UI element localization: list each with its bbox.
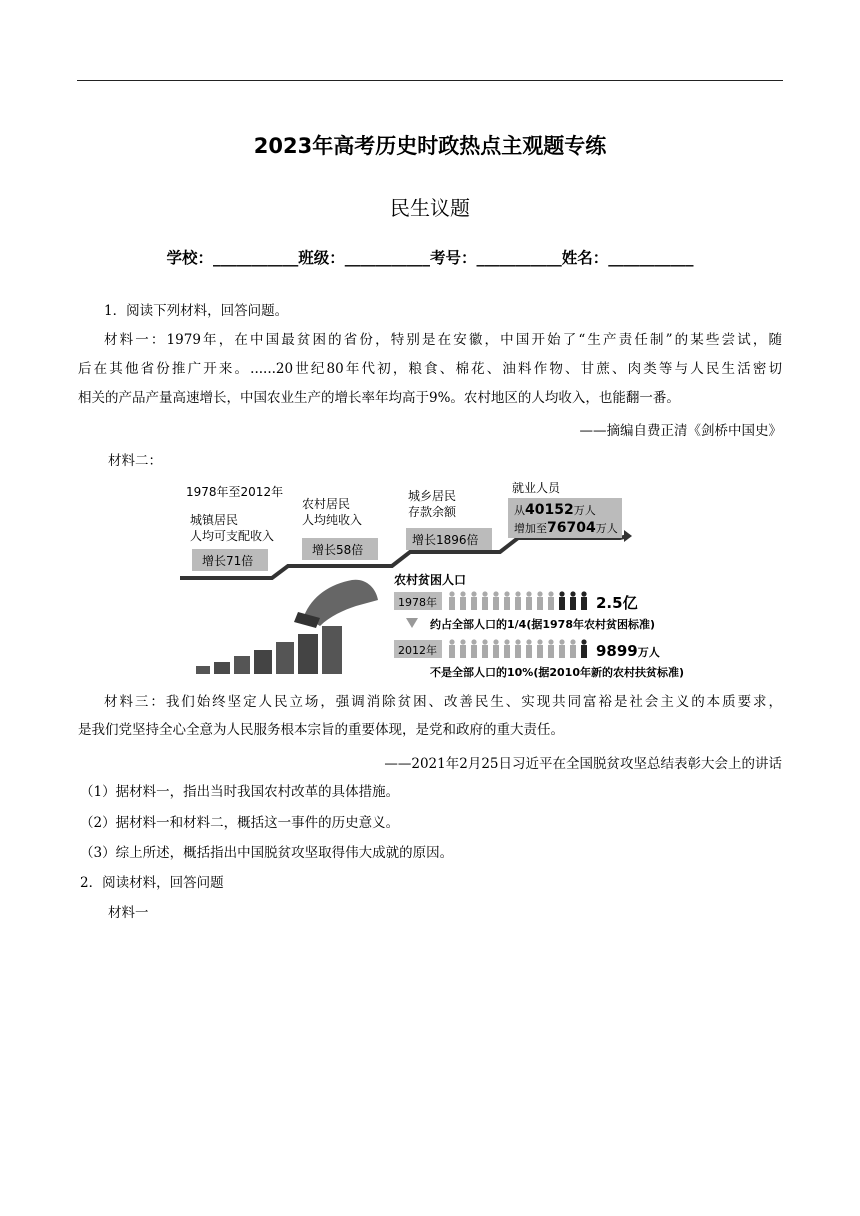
header-rule: [77, 80, 783, 81]
q1-material1-line2: 后在其他省份推广开来。......20世纪80年代初，粮食、棉花、油料作物、甘蔗、肉类等与人民生活密切: [78, 361, 782, 377]
q1-sub-question-2: （2）据材料一和材料二，概括这一事件的历史意义。: [80, 815, 400, 831]
q2-stem: 2．阅读材料，回答问题: [80, 875, 224, 891]
person-icon: [482, 639, 488, 658]
q1-stem: 1．阅读下列材料，回答问题。: [104, 303, 289, 319]
person-icon: [515, 639, 521, 658]
person-icon: [526, 639, 532, 658]
period-label: 1978年至2012年: [186, 485, 284, 499]
material2-infographic: [180, 476, 700, 686]
person-icon: [449, 591, 455, 610]
person-icon: [559, 639, 565, 658]
people-icons-1978: [449, 591, 587, 610]
employment-to: 增加至76704万人: [514, 520, 618, 536]
q1-material2-label: 材料二：: [108, 453, 162, 469]
person-icon: [548, 591, 554, 610]
poverty-1978-note: 约占全部人口的1/4(据1978年农村贫困标准): [430, 618, 655, 631]
person-icon: [581, 591, 587, 610]
person-icon: [471, 591, 477, 610]
person-icon: [504, 639, 510, 658]
savings-value: 增长1896倍: [412, 533, 479, 547]
year-1978: 1978年: [398, 596, 437, 609]
employment-title: 就业人员: [512, 481, 561, 495]
rural-value: 增长58倍: [312, 543, 364, 557]
q1-material1-line1: 材料一：1979年，在中国最贫困的省份，特别是在安徽，中国开始了“生产责任制”的某些尝试，随: [104, 332, 782, 348]
person-icon: [460, 639, 466, 658]
person-icon: [570, 591, 576, 610]
person-icon: [493, 639, 499, 658]
growth-arrow-head: [624, 530, 632, 542]
poverty-1978-value: 2.5亿: [596, 594, 638, 612]
page-title: 2023年高考历史时政热点主观题专练: [253, 134, 607, 158]
people-icons-2012: [449, 639, 587, 658]
poverty-2012-note: 不是全部人口的10%(据2010年新的农村扶贫标准): [430, 666, 684, 679]
q1-sub-question-1: （1）据材料一，指出当时我国农村改革的具体措施。: [80, 784, 400, 800]
person-icon: [537, 591, 543, 610]
person-icon: [548, 639, 554, 658]
q1-material1-line3: 相关的产品产量高速增长，中国农业生产的增长率年均高于9%。农村地区的人均收入，也能翻一番。: [78, 390, 680, 406]
person-icon: [581, 639, 587, 658]
q1-sub-question-3: （3）综上所述，概括指出中国脱贫攻坚取得伟大成就的原因。: [80, 845, 454, 861]
person-icon: [493, 591, 499, 610]
person-icon: [559, 591, 565, 610]
person-icon: [570, 639, 576, 658]
person-icon: [449, 639, 455, 658]
person-icon: [471, 639, 477, 658]
savings-title-1: 城乡居民: [408, 489, 457, 503]
poverty-2012-value: 9899万人: [596, 642, 660, 660]
q2-material1-label: 材料一: [108, 905, 149, 921]
urban-title-1: 城镇居民: [190, 513, 239, 527]
rural-title-1: 农村居民: [302, 497, 351, 511]
person-icon: [537, 639, 543, 658]
student-info-line: 学校：___________班级：___________考号：___________姓名：___________: [166, 249, 694, 267]
q1-material1-source: ——摘编自费正清《剑桥中国史》: [579, 423, 782, 439]
employment-from: 从40152万人: [514, 502, 596, 518]
year-2012: 2012年: [398, 644, 437, 657]
person-icon: [504, 591, 510, 610]
page-subtitle: 民生议题: [390, 196, 470, 220]
down-arrow: [406, 618, 418, 628]
urban-title-2: 人均可支配收入: [190, 529, 275, 543]
person-icon: [515, 591, 521, 610]
person-icon: [482, 591, 488, 610]
coin-stacks-graphic: [196, 580, 378, 674]
urban-value: 增长71倍: [202, 554, 254, 568]
q1-material3-line1: 材料三：我们始终坚定人民立场，强调消除贫困、改善民生、实现共同富裕是社会主义的本质要求，: [104, 694, 782, 710]
q1-material3-source: ——2021年2月25日习近平在全国脱贫攻坚总结表彰大会上的讲话: [384, 756, 782, 772]
poverty-title: 农村贫困人口: [394, 573, 467, 587]
person-icon: [526, 591, 532, 610]
savings-title-2: 存款余额: [408, 505, 457, 519]
q1-material3-line2: 是我们党坚持全心全意为人民服务根本宗旨的重要体现，是党和政府的重大责任。: [78, 722, 564, 738]
rural-title-2: 人均纯收入: [302, 513, 363, 527]
person-icon: [460, 591, 466, 610]
